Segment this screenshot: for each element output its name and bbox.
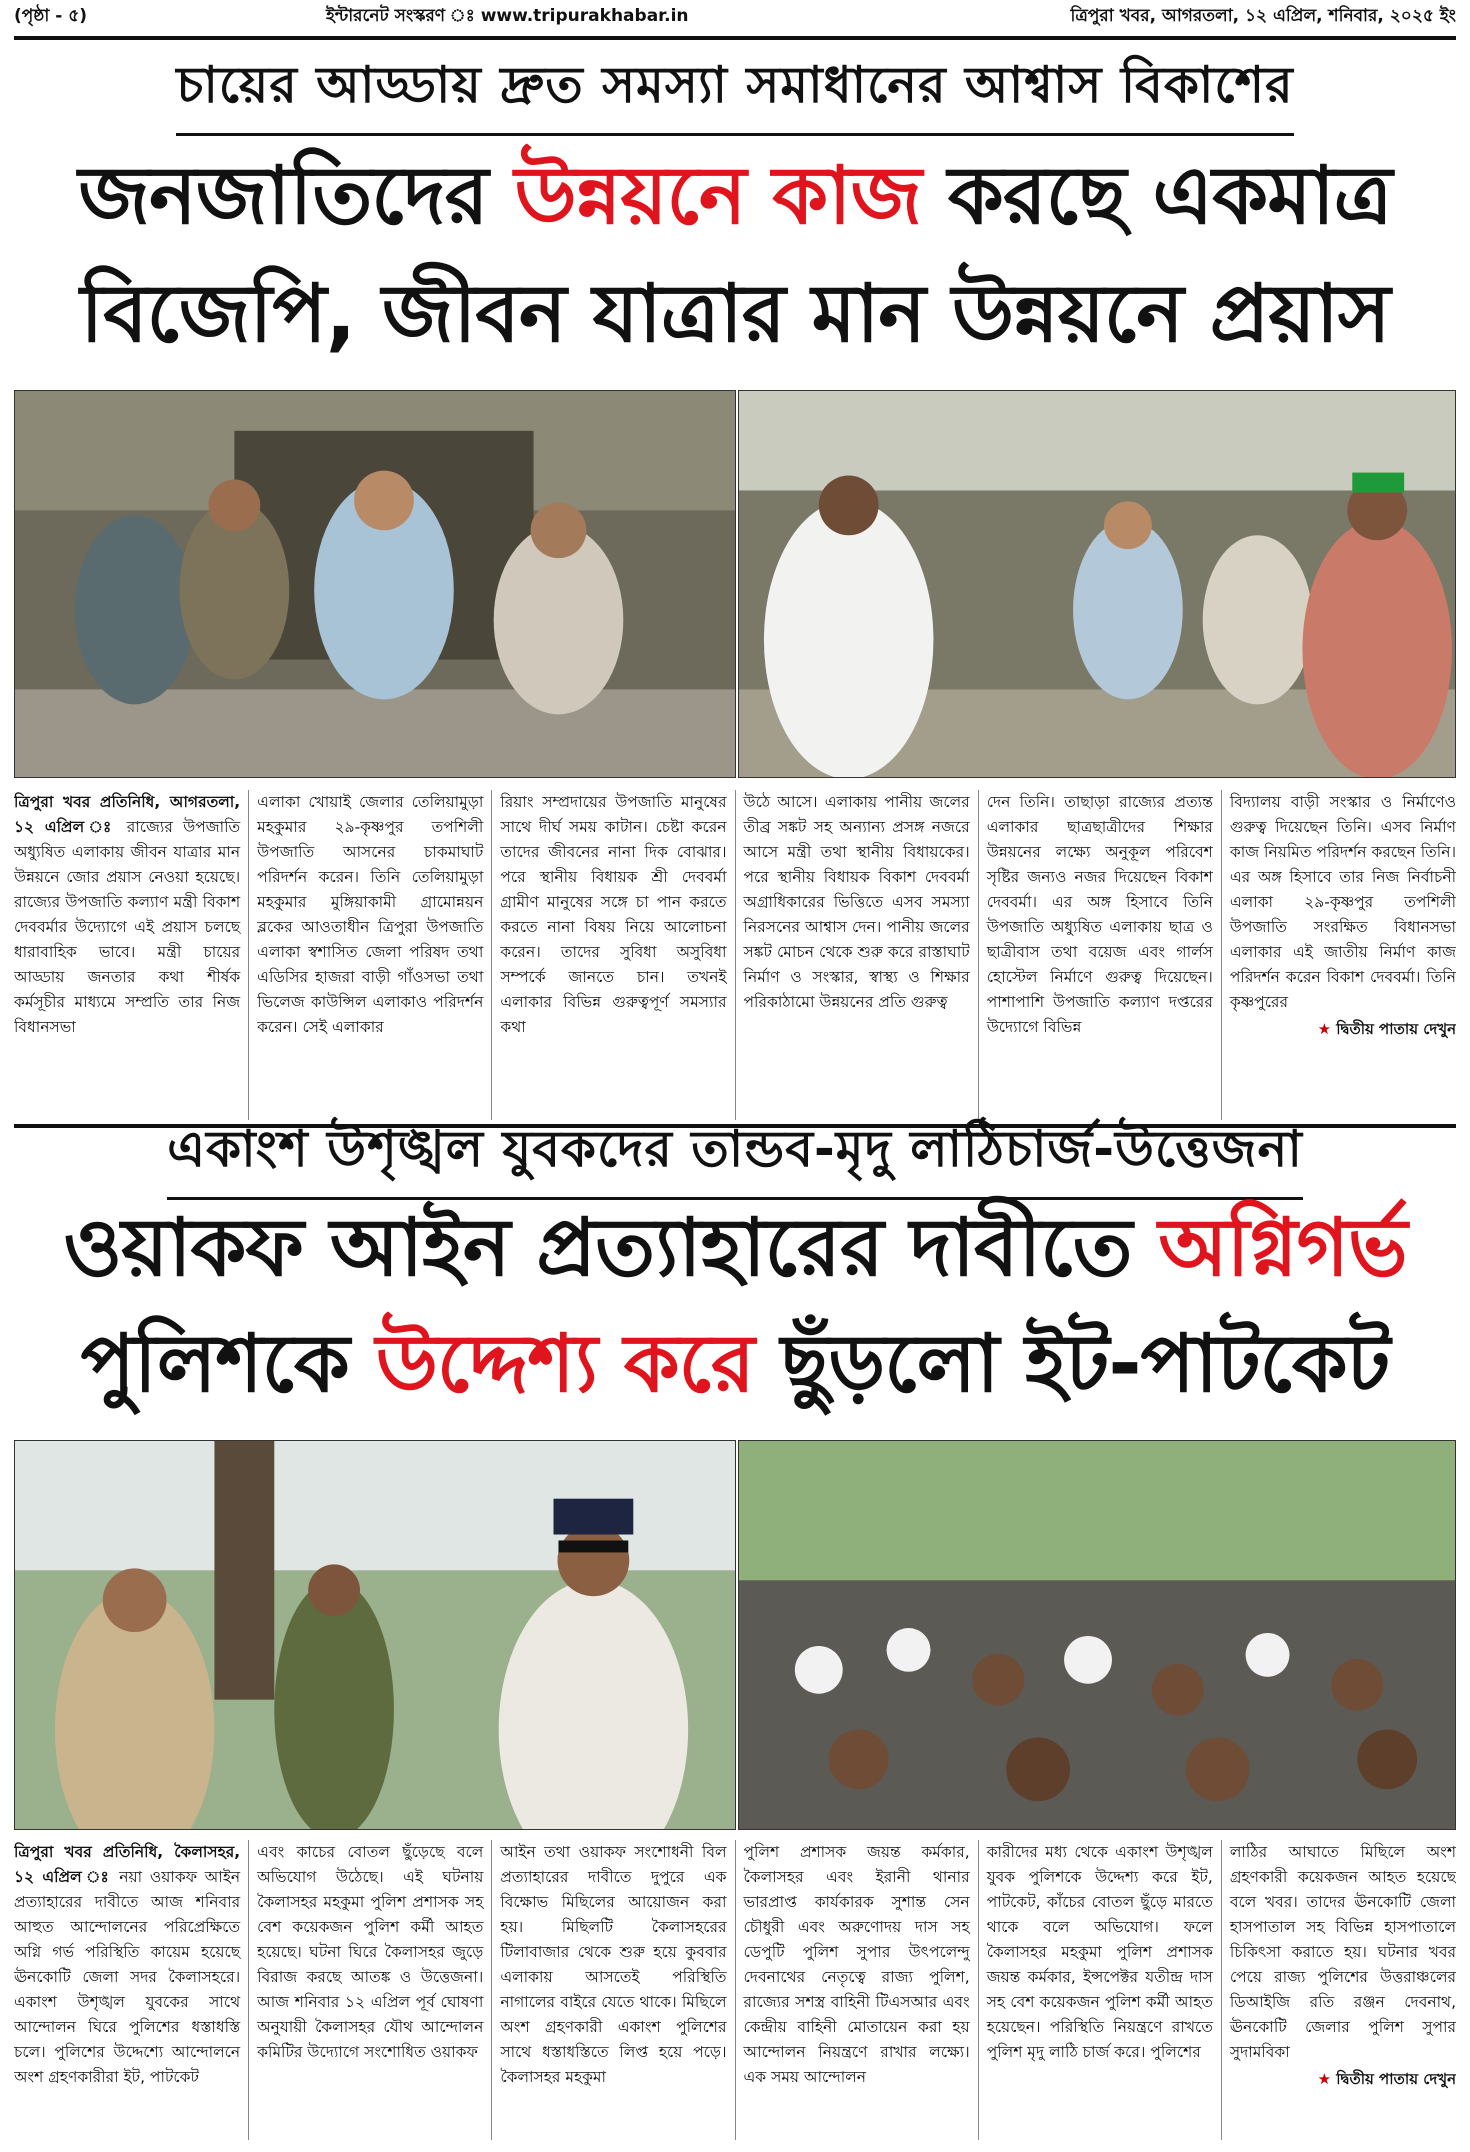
- story2-column-4: পুলিশ প্রশাসক জয়ন্ত কর্মকার, কৈলাসহর এবং ইরানী থানার ভারপ্রাপ্ত কার্যকারক সুশান্ত সেন চৌধুরী এবং অরুণোদয় দাস সহ ডেপুটি পুলিশ সুপার উৎপলেন্দু দেবনাথের নেতৃত্বে রাজ্য পুলিশ, রাজ্যের সশস্ত্র বাহিনী টিএসআর এবং কেন্দ্রীয় বাহিনী মোতায়েন করা হয় আন্দোলন নিয়ন্ত্রণে রাখার লক্ষ্যে। এক সময় আন্দোলন: [736, 1840, 979, 2140]
- police-officers-photo: [14, 1440, 736, 1830]
- minister-villagers-photo: [738, 390, 1456, 778]
- story1-body: [14, 790, 1456, 1120]
- story1-column-2: এলাকা খোয়াই জেলার তেলিয়ামুড়া মহকুমার ২৯-কৃষ্ণপুর তপশিলী উপজাতি আসনের চাকমাঘাট পরিদর্শন করেন। তিনি তেলিয়ামুড়া মহকুমার মুঙ্গিয়াকামী গ্রামোন্নয়ন ব্লকের আওতাধীন ত্রিপুরা উপজাতি এলাকা স্বশাসিত জেলা পরিষদ তথা এডিসির হাজরা বাড়ী গাঁওসভা তথা ভিলেজ কাউন্সিল এলাকাও পরিদর্শন করেন। সেই এলাকার: [249, 790, 492, 1120]
- story2-body: [14, 1840, 1456, 2140]
- protest-rally-photo: [738, 1440, 1456, 1830]
- story1-headline-line2: বিজেপি, জীবন যাত্রার মান উন্নয়নে প্রয়াস: [80, 267, 1390, 360]
- story2-headline-line2: পুলিশকে উদ্দেশ্য করে ছুঁড়লো ইট-পাটকেট: [80, 1317, 1390, 1410]
- story1-column-3: রিয়াং সম্প্রদায়ের উপজাতি মানুষের সাথে দীর্ঘ সময় কাটান। চেষ্টা করেন তাদের জীবনের নানা দিক বোঝার। পরে স্থানীয় বিধায়ক শ্রী দেববর্মা গ্রামীণ মানুষের সঙ্গে চা পান করতে করতে নানা বিষয় নিয়ে আলোচনা করেন। তাদের সুবিধা অসুবিধা সম্পর্কে জানতে চান। তখনই এলাকার বিভিন্ন গুরুত্বপূর্ণ সমস্যার কথা: [492, 790, 735, 1120]
- story2-column-1: ত্রিপুরা খবর প্রতিনিধি, কৈলাসহর, ১২ এপ্রিল ঃ নয়া ওয়াকফ আইন প্রত্যাহারের দাবীতে আজ শনিবার আহুত আন্দোলনের পরিপ্রেক্ষিতে অগ্নি গর্ভ পরিস্থিতি কায়েম হয়েছে ঊনকোটি জেলা সদর কৈলাসহরে। একাংশ উশৃঙ্খল যুবকের সাথে আন্দোলন ঘিরে পুলিশের ধস্তাধস্তি চলে। পুলিশের উদ্দেশ্যে আন্দোলনে অংশ গ্রহণকারীরা ইট, পাটকেট: [14, 1840, 249, 2140]
- story1-column-4: উঠে আসে। এলাকায় পানীয় জলের তীব্র সঙ্কট সহ অন্যান্য প্রসঙ্গ নজরে আসে মন্ত্রী তথা স্থানীয় বিধায়কের। পরে স্থানীয় বিধায়ক বিকাশ দেববর্মা অগ্রাধিকারের ভিত্তিতে এসব সমস্যা নিরসনের আশ্বাস দেন। পানীয় জলের সঙ্কট মোচন থেকে শুরু করে রাস্তাঘাট নির্মাণ ও সংস্কার, স্বাস্থ্য ও শিক্ষার পরিকাঠামো উন্নয়নের প্রতি গুরুত্ব: [736, 790, 979, 1120]
- story2-column-3: আইন তথা ওয়াকফ সংশোধনী বিল প্রত্যাহারের দাবীতে দুপুরে এক বিক্ষোভ মিছিলের আয়োজন করা হয়। মিছিলটি কৈলাসহরের টিলাবাজার থেকে শুরু হয়ে কুববার এলাকায় আসতেই পরিস্থিতি নাগালের বাইরে যেতে থাকে। মিছিলে অংশ গ্রহণকারী একাংশ পুলিশের সাথে ধস্তাধস্তিতে লিপ্ত হয়ে পড়ে। কৈলাসহর মহকুমা: [492, 1840, 735, 2140]
- page-meta-strip: [14, 0, 1456, 34]
- page-number: (পৃষ্ঠা - ৫): [14, 6, 88, 26]
- top-rule: [14, 36, 1456, 40]
- story2-headline-line1: ওয়াকফ আইন প্রত্যাহারের দাবীতে অগ্নিগর্ভ: [63, 1201, 1407, 1294]
- story2-column-5: কারীদের মধ্য থেকে একাংশ উশৃঙ্খল যুবক পুলিশকে উদ্দেশ্য করে ইট, পাটকেট, কাঁচের বোতল ছুঁড়ে মারতে থাকে বলে অভিযোগ। ফলে কৈলাসহর মহকুমা পুলিশ প্রশাসক জয়ন্ত কর্মকার, ইন্সপেক্টর যতীন্দ্র দাস সহ বেশ কয়েকজন পুলিশ কর্মী আহত হয়েছেন। পরিস্থিতি নিয়ন্ত্রণে রাখতে পুলিশ মৃদু লাঠি চার্জ করে। পুলিশের: [979, 1840, 1222, 2140]
- story2-column-2: এবং কাচের বোতল ছুঁড়েছে বলে অভিযোগ উঠেছে। এই ঘটনায় কৈলাসহর মহকুমা পুলিশ প্রশাসক সহ বেশ কয়েকজন পুলিশ কর্মী আহত হয়েছে। ঘটনা ঘিরে কৈলাসহর জুড়ে বিরাজ করছে আতঙ্ক ও উত্তেজনা। আজ শনিবার ১২ এপ্রিল পূর্ব ঘোষণা অনুযায়ী কৈলাসহর যৌথ আন্দোলন কমিটির উদ্যোগে সংশোধিত ওয়াকফ: [249, 1840, 492, 2140]
- story1-column-5: দেন তিনি। তাছাড়া রাজ্যের প্রত্যন্ত এলাকার ছাত্রছাত্রীদের শিক্ষার উন্নয়নের লক্ষ্যে অনুকূল পরিবেশ সৃষ্টির জন্যও নজর দিয়েছেন বিকাশ দেববর্মা। এর অঙ্গ হিসাবে তিনি উপজাতি অধ্যুষিত এলাকায় ছাত্র ও ছাত্রীবাস তথা বয়েজ এবং গার্লস হোস্টেল নির্মাণে গুরুত্ব দিয়েছেন। পাশাপাশি উপজাতি কল্যাণ দপ্তরের উদ্যোগে বিভিন্ন: [979, 790, 1222, 1120]
- star-icon: ★: [1317, 1020, 1332, 1038]
- story2-column-6: লাঠির আঘাতে মিছিলে অংশ গ্রহণকারী কয়েকজন আহত হয়েছে বলে খবর। তাদের ঊনকোটি জেলা হাসপাতাল সহ বিভিন্ন হাসপাতালে চিকিৎসা করাতে হয়। ঘটনার খবর পেয়ে রাজ্য পুলিশের উত্তরাঞ্চলের ডিআইজি রতি রঞ্জন দেবনাথ, ঊনকোটি জেলার পুলিশ সুপার সুদামবিকা ★ দ্বিতীয় পাতায় দেখুন: [1222, 1840, 1456, 2140]
- story1-kicker: চায়ের আড্ডায় দ্রুত সমস্যা সমাধানের আশ্বাস বিকাশের: [14, 48, 1456, 136]
- tea-stall-meeting-photo: [14, 390, 736, 778]
- story2-kicker: একাংশ উশৃঙ্খল যুবকদের তান্ডব-মৃদু লাঠিচার্জ-উত্তেজনা: [14, 1112, 1456, 1200]
- edition-url[interactable]: ইন্টারনেট সংস্করণ ঃ www.tripurakhabar.in: [326, 6, 689, 26]
- story1-continued-link[interactable]: ★ দ্বিতীয় পাতায় দেখুন: [1317, 1020, 1457, 1038]
- story1-column-1: ত্রিপুরা খবর প্রতিনিধি, আগরতলা, ১২ এপ্রিল ঃ রাজ্যের উপজাতি অধ্যুষিত এলাকায় জীবন যাত্রার মান উন্নয়নে জোর প্রয়াস নেওয়া হয়েছে। রাজ্যের উপজাতি কল্যাণ মন্ত্রী বিকাশ দেববর্মার উদ্যোগে এই প্রয়াস চলছে ধারাবাহিক ভাবে। মন্ত্রী চায়ের আড্ডায় জনতার কথা শীর্ষক কর্মসূচীর মাধ্যমে সম্প্রতি তার নিজ বিধানসভা: [14, 790, 249, 1120]
- story1-column-6: বিদ্যালয় বাড়ী সংস্কার ও নির্মাণেও গুরুত্ব দিয়েছেন তিনি। এসব নির্মাণ কাজ নিয়মিত পরিদর্শন করছেন তিনি। এর অঙ্গ হিসাবে তার নিজ নির্বাচনী এলাকা ২৯-কৃষ্ণপুর তপশিলী উপজাতি সংরক্ষিত বিধানসভা এলাকার এই জাতীয় নির্মাণ কাজ পরিদর্শন করেন বিকাশ দেববর্মা। তিনি কৃষ্ণপুরের ★ দ্বিতীয় পাতায় দেখুন: [1222, 790, 1456, 1120]
- story2-continued-link[interactable]: ★ দ্বিতীয় পাতায় দেখুন: [1317, 2070, 1457, 2088]
- issue-dateline: ত্রিপুরা খবর, আগরতলা, ১২ এপ্রিল, শনিবার, ২০২৫ ইং: [1070, 6, 1456, 26]
- story1-headline-line1: জনজাতিদের উন্নয়নে কাজ করছে একমাত্র: [78, 149, 1392, 242]
- star-icon: ★: [1317, 2070, 1332, 2088]
